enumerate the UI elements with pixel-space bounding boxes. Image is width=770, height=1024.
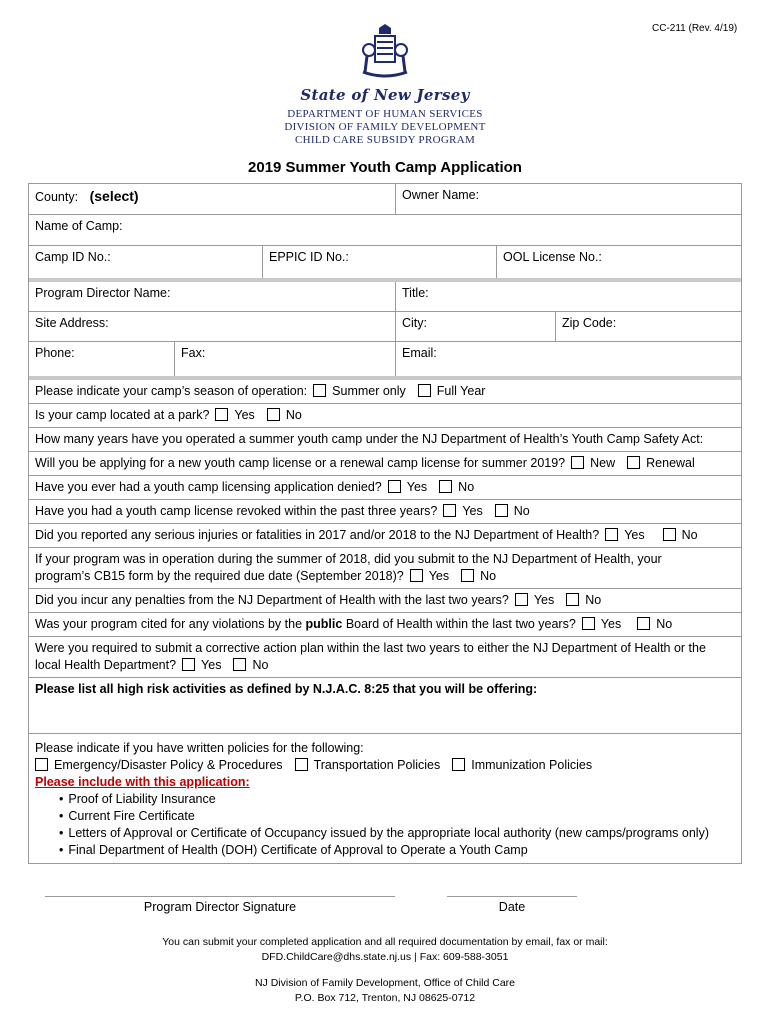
camp-name-field[interactable] [29, 215, 741, 245]
camp-id-field[interactable] [29, 246, 263, 278]
revoked-no-label: No [513, 504, 530, 518]
denied-text: Have you ever had a youth camp licensing application denied? [35, 480, 382, 494]
immunization-policy-checkbox[interactable] [452, 758, 465, 771]
email-label: Email: [402, 346, 437, 360]
site-address-field[interactable] [29, 312, 396, 341]
include-heading: Please include with this application: [35, 775, 250, 789]
director-signature-line[interactable] [45, 896, 395, 897]
owner-label: Owner Name: [402, 188, 480, 202]
cited-text-bold: public [305, 617, 343, 631]
penalties-no-checkbox[interactable] [566, 593, 579, 606]
requirement-item: • Letters of Approval or Certificate of Occupancy issued by the appropriate local authority (new camps/programs only) [59, 825, 709, 842]
eppic-label: EPPIC ID No.: [269, 250, 349, 264]
director-signature-label: Program Director Signature [143, 900, 297, 914]
city-label: City: [402, 316, 427, 330]
row-county-owner [29, 184, 741, 215]
form-title: 2019 Summer Youth Camp Application [248, 159, 522, 176]
footer-line-2: DFD.ChildCare@dhs.state.nj.us | Fax: 609-588-3051 [261, 951, 509, 963]
emergency-policy-label: Emergency/Disaster Policy & Procedures [54, 758, 283, 772]
title-label: Title: [402, 286, 429, 300]
requirement-item: • Final Department of Health (DOH) Certificate of Approval to Operate a Youth Camp [59, 842, 709, 859]
question-penalties [29, 589, 741, 613]
director-label: Program Director Name: [35, 286, 171, 300]
row-address [29, 312, 741, 342]
park-no-label: No [285, 408, 302, 422]
transportation-policy-label: Transportation Policies [313, 758, 441, 772]
new-label: New [590, 456, 616, 470]
revoked-no-checkbox[interactable] [495, 504, 508, 517]
state-title: State of New Jersey [300, 86, 470, 104]
question-corrective [29, 637, 741, 678]
revoked-yes-label: Yes [462, 504, 483, 518]
owner-name-field[interactable] [396, 184, 741, 214]
state-seal-icon [361, 22, 409, 78]
emergency-policy-checkbox[interactable] [35, 758, 48, 771]
summer-only-label: Summer only [332, 384, 406, 398]
question-denied [29, 476, 741, 500]
new-checkbox[interactable] [571, 456, 584, 469]
corrective-yes-label: Yes [201, 658, 222, 672]
denied-yes-checkbox[interactable] [388, 480, 401, 493]
revoked-yes-checkbox[interactable] [443, 504, 456, 517]
injuries-text: Did you reported any serious injuries or fatalities in 2017 and/or 2018 to the NJ Department of Health? [35, 528, 600, 542]
park-text: Is your camp located at a park? [35, 408, 210, 422]
renewal-label: Renewal [646, 456, 695, 470]
penalties-yes-label: Yes [533, 593, 555, 607]
park-yes-label: Yes [234, 408, 255, 422]
site-label: Site Address: [35, 316, 109, 330]
cited-no-label: No [656, 617, 673, 631]
question-park [29, 404, 741, 428]
new-renewal-text: Will you be applying for a new youth camp license or a renewal camp license for summer 2019? [35, 456, 566, 470]
question-high-risk[interactable] [29, 678, 741, 734]
email-field[interactable] [396, 342, 741, 376]
corrective-no-label: No [252, 658, 269, 672]
row-camp-name [29, 215, 741, 246]
footer-line-1: You can submit your completed application and all required documentation by email, fax or mail: [162, 936, 608, 948]
dept-line-3: CHILD CARE SUBSIDY PROGRAM [294, 134, 476, 146]
immunization-policy-label: Immunization Policies [471, 758, 593, 772]
cb15-no-checkbox[interactable] [461, 569, 474, 582]
denied-no-checkbox[interactable] [439, 480, 452, 493]
cited-text-a: Was your program cited for any violations by the [35, 617, 303, 631]
footer-line-4: P.O. Box 712, Trenton, NJ 08625-0712 [294, 992, 476, 1004]
corrective-text-2: local Health Department? [35, 658, 177, 672]
dept-line-1: DEPARTMENT OF HUMAN SERVICES [287, 108, 483, 120]
corrective-text-1: Were you required to submit a corrective action plan within the last two years to either the NJ Department of Health or the [35, 641, 706, 655]
high-risk-text: Please list all high risk activities as defined by N.J.A.C. 8:25 that you will be offering: [35, 682, 538, 696]
years-text: How many years have you operated a summer youth camp under the NJ Department of Health’s Youth Camp Safety Act: [35, 432, 704, 446]
question-injuries [29, 524, 741, 548]
row-contact [29, 342, 741, 380]
row-director [29, 282, 741, 312]
question-cited [29, 613, 741, 637]
city-field[interactable] [396, 312, 556, 341]
season-text: Please indicate your camp’s season of operation: [35, 384, 308, 398]
injuries-no-label: No [681, 528, 698, 542]
row-ids [29, 246, 741, 282]
question-new-renewal [29, 452, 741, 476]
question-revoked [29, 500, 741, 524]
transportation-policy-checkbox[interactable] [295, 758, 308, 771]
injuries-yes-label: Yes [624, 528, 645, 542]
full-year-label: Full Year [436, 384, 486, 398]
cb15-text-2: program’s CB15 form by the required due date (September 2018)? [35, 569, 404, 583]
phone-field[interactable] [29, 342, 175, 376]
denied-no-label: No [458, 480, 475, 494]
penalties-text: Did you incur any penalties from the NJ Department of Health with the last two years? [35, 593, 509, 607]
question-season [29, 380, 741, 404]
requirement-item: • Current Fire Certificate [59, 808, 709, 825]
cited-text-b: Board of Health within the last two years? [345, 617, 576, 631]
penalties-yes-checkbox[interactable] [515, 593, 528, 606]
fax-label: Fax: [181, 346, 206, 360]
fax-field[interactable] [175, 342, 396, 376]
county-label: County: [35, 190, 79, 204]
cited-yes-checkbox[interactable] [582, 617, 595, 630]
zip-label: Zip Code: [562, 316, 617, 330]
cb15-no-label: No [480, 569, 497, 583]
cited-no-checkbox[interactable] [637, 617, 650, 630]
park-no-checkbox[interactable] [267, 408, 280, 421]
cb15-yes-label: Yes [428, 569, 450, 583]
policies-section [29, 734, 741, 863]
question-years [29, 428, 741, 452]
cb15-text-1: If your program was in operation during the summer of 2018, did you submit to the NJ Department of Health, your [35, 552, 662, 566]
county-select[interactable]: (select) [89, 188, 139, 204]
park-yes-checkbox[interactable] [215, 408, 228, 421]
cited-yes-label: Yes [600, 617, 622, 631]
requirement-item: • Proof of Liability Insurance [59, 791, 709, 808]
director-name-field[interactable] [29, 282, 396, 311]
agency-header [0, 86, 770, 147]
requirements-list [35, 791, 709, 859]
renewal-checkbox[interactable] [627, 456, 640, 469]
summer-only-checkbox[interactable] [313, 384, 326, 397]
policies-text: Please indicate if you have written policies for the following: [35, 741, 364, 755]
injuries-yes-checkbox[interactable] [605, 528, 618, 541]
date-line[interactable] [447, 896, 577, 897]
county-cell [29, 184, 396, 214]
revoked-text: Have you had a youth camp license revoked within the past three years? [35, 504, 438, 518]
corrective-yes-checkbox[interactable] [182, 658, 195, 671]
camp-name-label: Name of Camp: [35, 219, 123, 233]
date-label: Date [498, 900, 526, 914]
zip-field[interactable] [556, 312, 741, 341]
cb15-yes-checkbox[interactable] [410, 569, 423, 582]
form-code: CC-211 (Rev. 4/19) [652, 23, 738, 34]
footer-line-3: NJ Division of Family Development, Office of Child Care [254, 977, 516, 989]
title-field[interactable] [396, 282, 741, 311]
full-year-checkbox[interactable] [418, 384, 431, 397]
corrective-no-checkbox[interactable] [233, 658, 246, 671]
penalties-no-label: No [585, 593, 602, 607]
phone-label: Phone: [35, 346, 75, 360]
camp-id-label: Camp ID No.: [35, 250, 111, 264]
question-cb15 [29, 548, 741, 589]
footer-submit [0, 935, 770, 965]
injuries-no-checkbox[interactable] [663, 528, 676, 541]
dept-line-2: DIVISION OF FAMILY DEVELOPMENT [284, 121, 486, 133]
denied-yes-label: Yes [406, 480, 428, 494]
application-form [28, 183, 742, 864]
eppic-id-field[interactable] [263, 246, 497, 278]
ool-label: OOL License No.: [503, 250, 602, 264]
ool-license-field[interactable] [497, 246, 741, 278]
footer-address [0, 976, 770, 1006]
